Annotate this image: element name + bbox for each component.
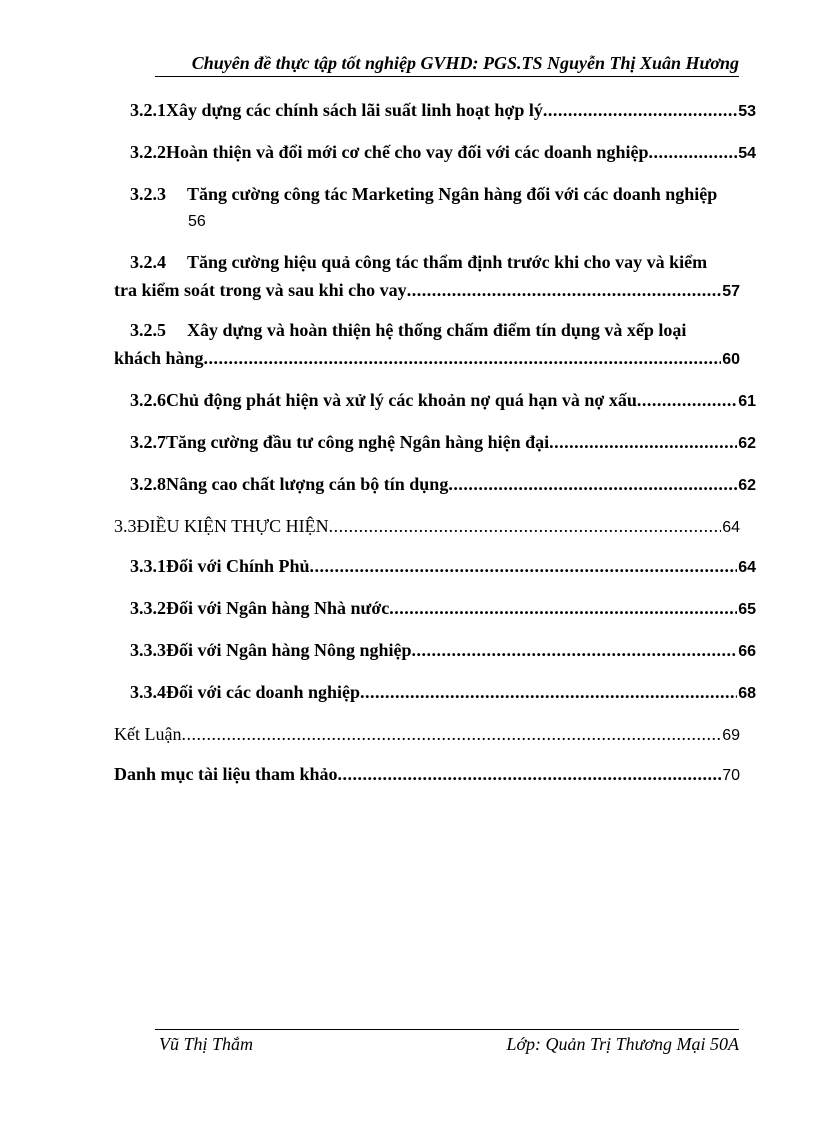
leader-dots xyxy=(407,276,722,304)
toc-entry[interactable] xyxy=(114,428,756,456)
toc-entry[interactable] xyxy=(114,96,756,124)
page-header xyxy=(155,50,739,77)
toc-entry[interactable] xyxy=(114,760,740,788)
toc-title: Đối với Chính Phủ xyxy=(166,556,310,576)
toc-page: 57 xyxy=(722,283,740,300)
toc-page: 64 xyxy=(738,559,756,576)
toc-number: 3.2.3 xyxy=(130,184,166,204)
toc-entry[interactable] xyxy=(114,678,756,706)
toc-entry[interactable] xyxy=(114,594,756,622)
toc-entry[interactable] xyxy=(114,512,740,540)
toc-entry[interactable] xyxy=(114,248,756,276)
toc-page: 61 xyxy=(738,393,756,410)
toc-title: Đối với Ngân hàng Nông nghiệp xyxy=(166,640,412,660)
leader-dots xyxy=(338,760,722,788)
toc-page: 53 xyxy=(738,103,756,120)
toc-number: 3.3.4 xyxy=(130,682,166,702)
toc-page: 60 xyxy=(722,351,740,368)
toc-title: Đối với Ngân hàng Nhà nước xyxy=(166,598,390,618)
footer-class: Lớp: Quản Trị Thương Mại 50A xyxy=(506,1034,739,1054)
toc-entry[interactable] xyxy=(114,316,756,344)
leader-dots xyxy=(181,720,721,748)
toc-number: 3.2.6 xyxy=(130,390,166,410)
leader-dots xyxy=(543,96,737,124)
toc-title: ĐIỀU KIỆN THỰC HIỆN xyxy=(136,516,329,536)
toc-number: 3.2.2 xyxy=(130,142,166,162)
leader-dots xyxy=(412,636,738,664)
toc-number: 3.2.1 xyxy=(130,100,166,120)
toc-page: 66 xyxy=(738,643,756,660)
header-text: Chuyên đề thực tập tốt nghiệp GVHD: PGS.TS Nguyễn Thị Xuân Hương xyxy=(191,53,739,73)
toc-title: Kết Luận xyxy=(114,724,182,744)
toc-page: 54 xyxy=(738,145,756,162)
toc-page: 62 xyxy=(738,435,756,452)
toc-entry-continuation[interactable] xyxy=(114,344,740,372)
toc-title: Tăng cường công tác Marketing Ngân hàng đối với các doanh nghiệp xyxy=(187,184,718,204)
leader-dots xyxy=(648,138,737,166)
toc-page: 70 xyxy=(722,767,740,784)
toc-title: Đối với các doanh nghiệp xyxy=(166,682,361,702)
toc-number: 3.2.4 xyxy=(130,252,166,272)
toc-entry[interactable] xyxy=(114,180,756,236)
leader-dots xyxy=(448,470,737,498)
toc-title: Hoàn thiện và đổi mới cơ chế cho vay đối với các doanh nghiệp xyxy=(166,142,649,162)
toc-entry[interactable] xyxy=(114,470,756,498)
leader-dots xyxy=(329,512,722,540)
toc-page: 62 xyxy=(738,477,756,494)
toc-entry[interactable] xyxy=(114,552,756,580)
toc-entry-continuation[interactable] xyxy=(114,276,740,304)
toc-title: Chủ động phát hiện và xử lý các khoản nợ quá hạn và nợ xấu xyxy=(166,390,637,410)
toc-page: 69 xyxy=(722,727,740,744)
toc-title: Xây dựng và hoàn thiện hệ thống chấm điểm tín dụng và xếp loại xyxy=(187,320,687,340)
page-footer xyxy=(155,1029,739,1055)
toc-entry[interactable] xyxy=(114,386,756,414)
toc-number: 3.2.8 xyxy=(130,474,166,494)
toc-number: 3.3.1 xyxy=(130,556,166,576)
toc-title: Danh mục tài liệu tham khảo xyxy=(114,764,338,784)
toc-title: Tăng cường hiệu quả công tác thẩm định trước khi cho vay và kiểm xyxy=(187,252,708,272)
toc-title: khách hàng xyxy=(114,348,204,368)
toc-entry[interactable] xyxy=(114,720,740,748)
leader-dots xyxy=(637,386,737,414)
toc-page: 65 xyxy=(738,601,756,618)
toc-title: Tăng cường đầu tư công nghệ Ngân hàng hiện đại xyxy=(166,432,550,452)
toc-page: 68 xyxy=(738,685,756,702)
toc-page: 56 xyxy=(188,213,206,230)
footer-author: Vũ Thị Thắm xyxy=(159,1034,254,1054)
leader-dots xyxy=(204,344,722,372)
toc-number: 3.2.5 xyxy=(130,320,166,340)
leader-dots xyxy=(310,552,738,580)
toc-title: Nâng cao chất lượng cán bộ tín dụng xyxy=(166,474,449,494)
toc-number: 3.3.2 xyxy=(130,598,166,618)
toc-title: Xây dựng các chính sách lãi suất linh hoạt hợp lý xyxy=(166,100,543,120)
toc-number: 3.3.3 xyxy=(130,640,166,660)
leader-dots xyxy=(360,678,737,706)
toc-number: 3.2.7 xyxy=(130,432,166,452)
toc-entry[interactable] xyxy=(114,636,756,664)
leader-dots xyxy=(389,594,737,622)
leader-dots xyxy=(549,428,737,456)
toc-title: tra kiểm soát trong và sau khi cho vay xyxy=(114,280,407,300)
toc-number: 3.3 xyxy=(114,516,137,536)
toc-entry[interactable] xyxy=(114,138,756,166)
toc-page: 64 xyxy=(722,519,740,536)
